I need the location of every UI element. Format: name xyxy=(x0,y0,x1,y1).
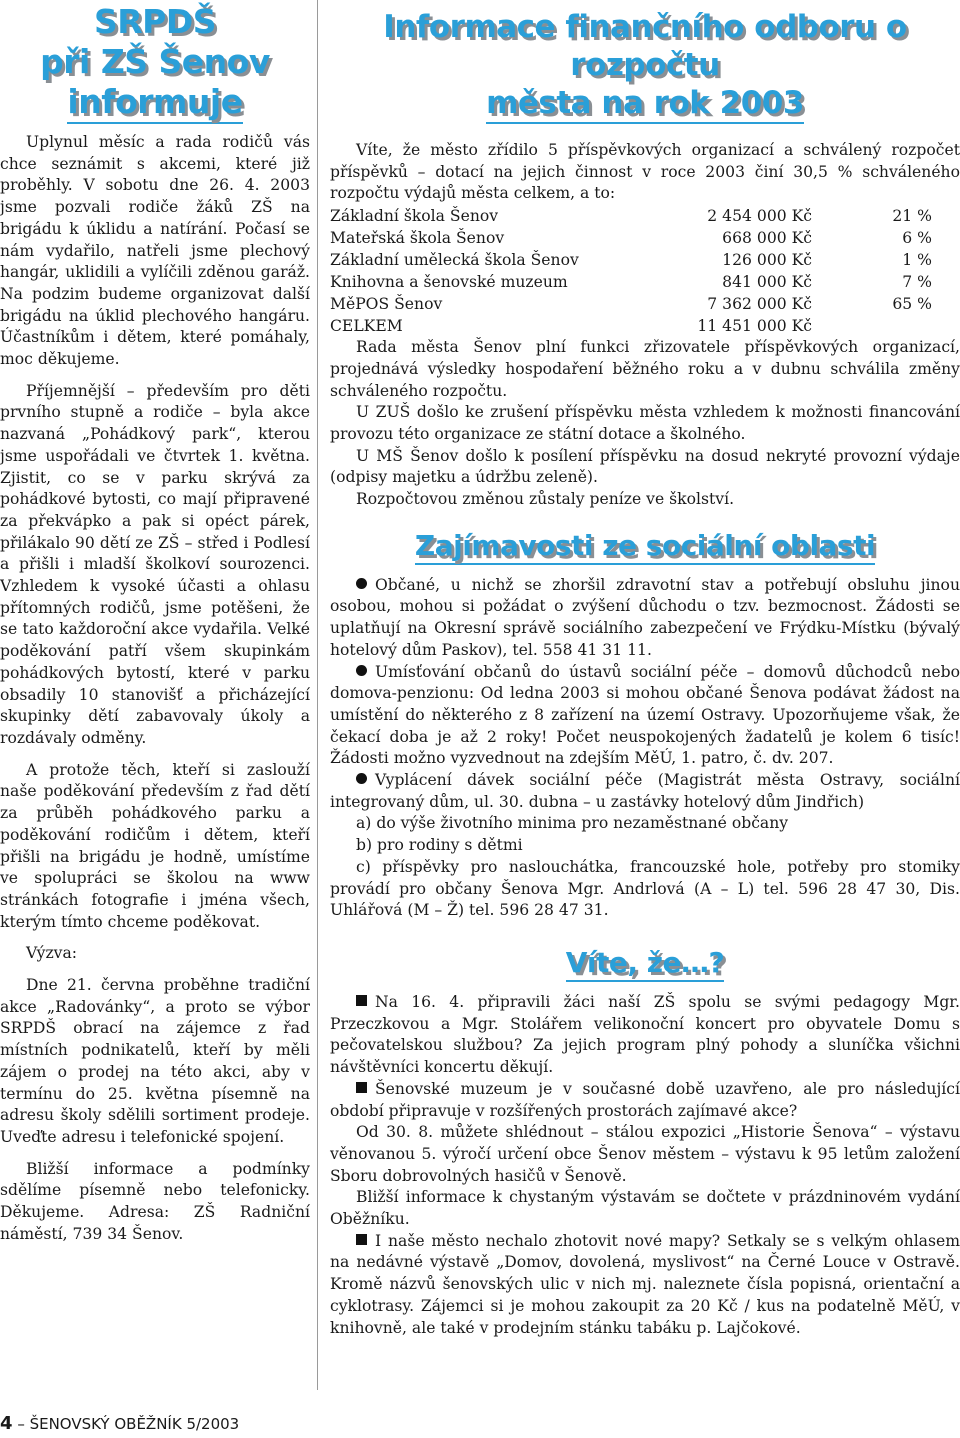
budget-heading xyxy=(330,8,960,124)
budget-name: Základní škola Šenov xyxy=(330,207,499,226)
left-heading xyxy=(0,2,310,124)
budget-name: MěPOS Šenov xyxy=(330,295,443,314)
left-paragraph: Výzva: xyxy=(26,944,78,963)
budget-row xyxy=(330,271,932,293)
know-item: Šenovské muzeum je v současné době uzavřeno, ale pro následující období připravuje v rozšířených prostorách zajímavé akce? xyxy=(330,1079,960,1120)
page-number: 4 xyxy=(0,1413,13,1434)
budget-pct xyxy=(812,315,932,337)
bullet-dot-icon xyxy=(356,665,367,676)
budget-name: Knihovna a šenovské muzeum xyxy=(330,273,568,292)
budget-row xyxy=(330,227,932,249)
left-paragraph: Dne 21. června proběhne tradiční akce „Radovánky“, a proto se výbor SRPDŠ obrací na zájemce z řad místních podnikatelů, kteří by měli zájem o prodej na této akci, aby v termínu do 25. května písemně na adresu školy sdělili sortiment prodeje. Uveďte adresu i telefonické spojení. xyxy=(0,976,310,1146)
budget-pct: 7 % xyxy=(902,273,932,292)
footer-text: – ŠENOVSKÝ OBĚŽNÍK 5/2003 xyxy=(17,1415,240,1433)
know-heading: Víte, že…? xyxy=(330,946,960,982)
budget-heading-line2: města na rok 2003 xyxy=(486,84,804,124)
budget-amount: 11 451 000 Kč xyxy=(697,317,812,336)
budget-row xyxy=(330,205,932,227)
left-heading-line2: při ZŠ Šenov xyxy=(40,42,270,81)
budget-name: CELKEM xyxy=(330,317,403,336)
left-paragraph: Příjemnější – především pro děti prvního stupně a rodiče – byla akce nazvaná „Pohádkový park“, kterou jsme uspořádali ve čtvrtek 1. května. Zjistit, co se v parku skrývá za pohádkové bytosti, co mají připravené za překvápko a pak si opéct párek, přilákalo 90 dětí ze ZŠ – střed i Podlesí a přišli i mladší školkoví sourozenci. Vzhledem k vysoké účasti a ohlasu přítomných rodičů, jsme potěšeni, že se tato každoroční akce vydařila. Velké poděkování patří všem skupinkám pohádkových bytostí, které v parku obsadily 10 stanovišť a přicházející skupinky dětí zabavovaly úkoly a rozdávaly odměny. xyxy=(0,381,310,747)
budget-name: Mateřská škola Šenov xyxy=(330,229,505,248)
social-item: Občané, u nichž se zhoršil zdravotní stav a potřebují obsluhu jinou osobou, mohou si požádat o zvýšení důchodu o tzv. bezmocnost. Žádosti se uplatňují na Okresní správě sociálního zabezpečení ve Frýdku-Místku (bývalý hotelový dům Paskov), tel. 558 41 31 11. xyxy=(330,575,960,659)
budget-table xyxy=(330,205,932,337)
bullet-square-icon xyxy=(356,1234,367,1245)
budget-heading-line1: Informace finančního odboru o rozpočtu xyxy=(383,9,907,83)
social-item: Vyplácení dávek sociální péče (Magistrát města Ostravy, sociální integrovaný dům, ul. 30. dubna – u zastávky hotelový dům Jindřich) xyxy=(330,771,960,811)
budget-pct: 65 % xyxy=(892,295,932,314)
left-paragraph: A protože těch, kteří si zaslouží naše poděkování především z řad dětí za průběh pohádkového parku a poděkování rodičům i dětem, kteří přišli na brigádu je hodně, umístíme ve spolupráci se školou na www stránkách fotografie i jména všech, kterým tímto chceme poděkovat. xyxy=(0,760,310,931)
bullet-square-icon xyxy=(356,1082,367,1093)
budget-intro: Víte, že město zřídilo 5 příspěvkových organizací a schválený rozpočet příspěvků – dotací na jejich činnost v roce 2003 činí 30,5 % schváleného rozpočtu výdajů města celkem, a to: xyxy=(330,141,960,203)
know-item: Na 16. 4. připravili žáci naší ZŠ spolu se svými pedagogy Mgr. Przeczkovou a Mgr. Stolářem velikonoční koncert pro obyvatele Domu s pečovatelskou službou? Za jejich program plný pohody a sluníčka všichni návštěvníci koncertu děkují. xyxy=(330,992,960,1077)
budget-paragraph: U MŠ Šenov došlo k posílení příspěvku na dosud nekryté provozní výdaje (odpisy majetku a údržbu zeleně). xyxy=(330,446,960,487)
left-paragraph: Uplynul měsíc a rada rodičů vás chce seznámit s akcemi, které již proběhly. V sobotu dne 26. 4. 2003 jsme pozvali rodiče žáků ZŠ na brigádu k úklidu a natírání. Počasí se nám vydařilo, natřeli jsme plechový hangár, uklidili a vylíčili zděnou garáž. Na podzim budeme organizovat další brigádu na úklid plechového hangáru. Účastníkům i dětem, které pomáhaly, moc děkujeme. xyxy=(0,133,310,369)
social-subitem: b) pro rodiny s dětmi xyxy=(356,836,523,855)
left-heading-line1: SRPDŠ xyxy=(93,2,217,41)
budget-row xyxy=(330,293,932,315)
left-paragraph: Bližší informace a podmínky sdělíme písemně nebo telefonicky. Děkujeme. Adresa: ZŠ Radniční náměstí, 739 34 Šenov. xyxy=(0,1159,310,1243)
bullet-square-icon xyxy=(356,995,367,1006)
right-column xyxy=(330,0,960,1339)
column-divider xyxy=(317,0,318,1390)
budget-paragraph: Rada města Šenov plní funkci zřizovatele příspěvkových organizací, projednává výsledky hospodaření běžného roku a v dubnu schválila změny schváleného rozpočtu. xyxy=(330,338,960,400)
budget-paragraph: Rozpočtovou změnou zůstaly peníze ve školství. xyxy=(356,490,735,509)
budget-pct: 6 % xyxy=(902,229,932,248)
budget-amount: 668 000 Kč xyxy=(722,229,812,248)
budget-amount: 841 000 Kč xyxy=(722,273,812,292)
social-subitem: a) do výše životního minima pro nezaměstnané občany xyxy=(356,814,789,833)
budget-row xyxy=(330,249,932,271)
bullet-dot-icon xyxy=(356,773,367,784)
bullet-dot-icon xyxy=(356,578,367,589)
budget-amount: 126 000 Kč xyxy=(722,251,812,270)
budget-pct: 21 % xyxy=(892,207,932,226)
social-subitem: c) příspěvky pro naslouchátka, francouzské hole, potřeby pro stomiky provádí pro občany Šenova Mgr. Andrlová (A – L) tel. 596 28 47 30, Dis. Uhlářová (M – Ž) tel. 596 28 47 31. xyxy=(330,857,960,920)
know-item: I naše město nechalo zhotovit nové mapy? Setkaly se s velkým ohlasem na nedávné výstavě „Domov, dovolená, myslivost“ na Černé Louce v Ostravě. Kromě názvů šenovských ulic v nich mj. naleznete čísla popisná, orientační a cyklotrasy. Zájemci si je mohou zakoupit za 20 Kč / kus na podatelně MěÚ, v knihovně, ale také v prodejním stánku tabáku p. Lajčokové. xyxy=(330,1231,960,1337)
budget-pct: 1 % xyxy=(902,251,932,270)
budget-name: Základní umělecká škola Šenov xyxy=(330,251,579,270)
budget-amount: 2 454 000 Kč xyxy=(707,207,812,226)
budget-amount: 7 362 000 Kč xyxy=(707,295,812,314)
left-column xyxy=(0,0,310,1245)
social-heading: Zajímavosti ze sociální oblasti xyxy=(330,529,960,565)
know-paragraph: Od 30. 8. můžete shlédnout – stálou expozici „Historie Šenova“ – výstavu věnovanou 5. výročí určení obce Šenov městem – výstavu k 95 letům založení Sboru dobrovolných hasičů v Šenově. xyxy=(330,1123,960,1185)
left-heading-line3: informuje xyxy=(67,82,242,124)
know-paragraph: Bližší informace k chystaným výstavám se dočtete v prázdninovém vydání Oběžníku. xyxy=(330,1188,960,1229)
page-footer xyxy=(0,1413,239,1434)
budget-paragraph: U ZUŠ došlo ke zrušení příspěvku města vzhledem k možnosti financování provozu této organizace ze státní dotace a školného. xyxy=(330,403,960,443)
social-item: Umísťování občanů do ústavů sociální péče – domovů důchodců nebo domova-penzionu: Od ledna 2003 si mohou občané Šenova podávat žádost na umístění do některého z 8 zařízení na území Ostravy. Upozorňujeme však, že čekací doba je až 2 roky! Počet neuspokojených žadatelů je kolem 6 tisíc! Žádosti možno vyzvednout na zdejším MěÚ, 1. patro, č. dv. 207. xyxy=(330,662,960,768)
budget-row xyxy=(330,315,932,337)
